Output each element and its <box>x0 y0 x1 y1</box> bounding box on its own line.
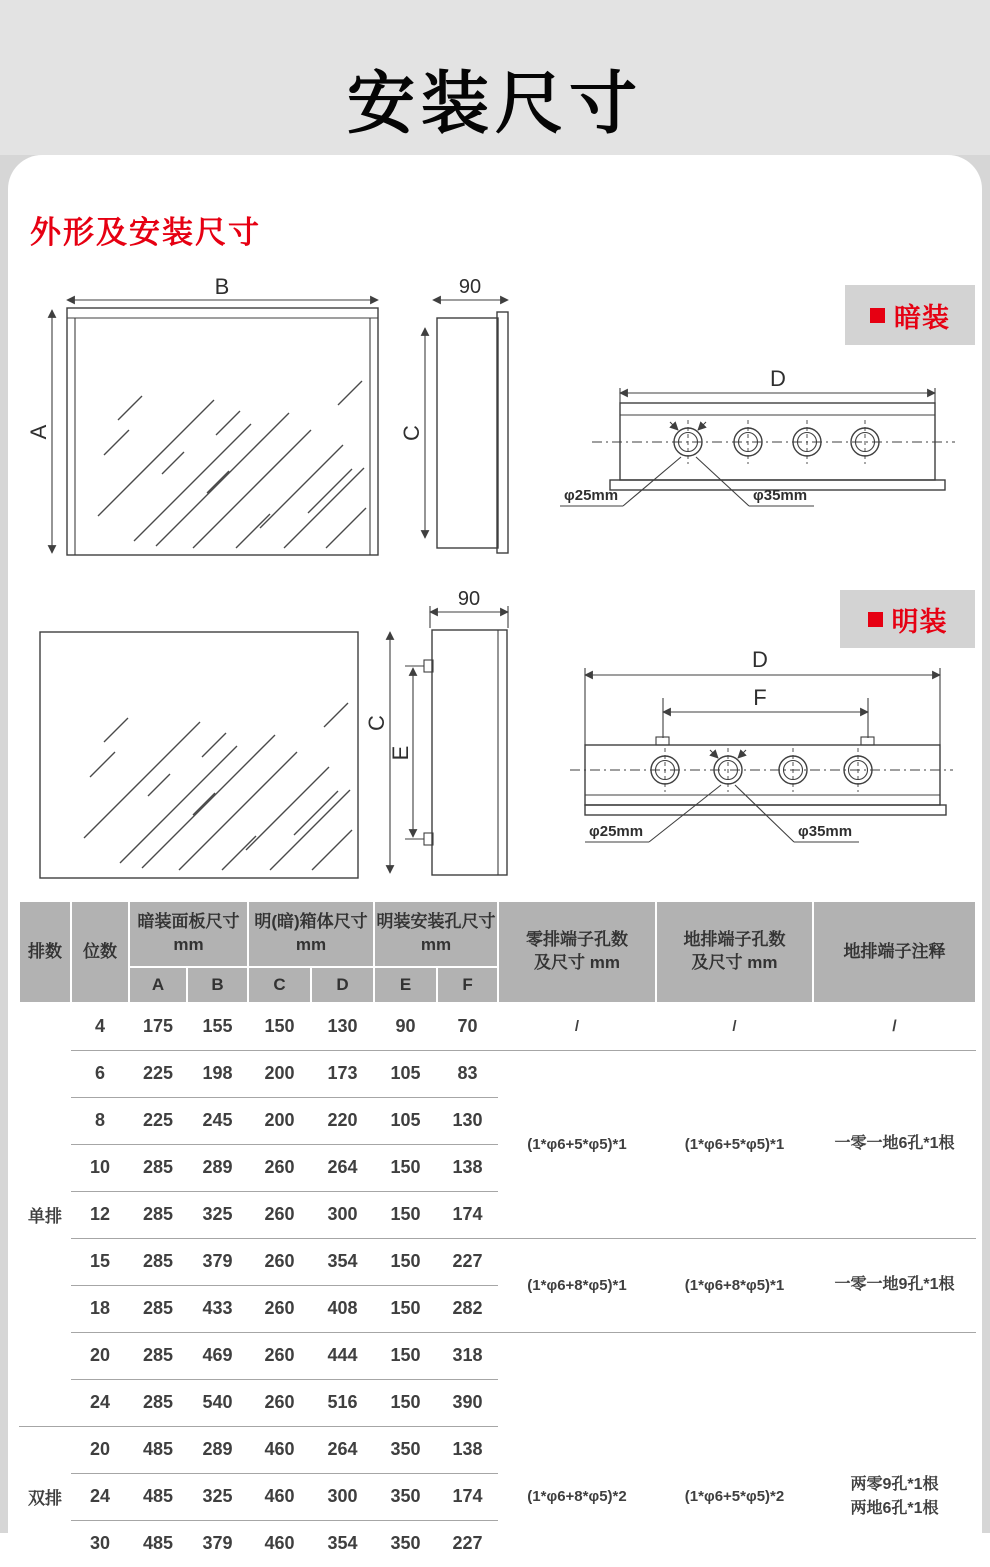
cell-f: 318 <box>437 1332 498 1379</box>
cell-c: 260 <box>248 1191 311 1238</box>
cell-b: 433 <box>187 1285 248 1332</box>
side-view-surface <box>364 588 508 875</box>
dim-a-label: A <box>26 424 51 440</box>
dim-d-label: D <box>770 366 786 391</box>
cell-pos: 12 <box>71 1191 129 1238</box>
cell-f: 174 <box>437 1191 498 1238</box>
cell-c: 260 <box>248 1332 311 1379</box>
side-view-concealed <box>399 276 508 553</box>
cell-f: 227 <box>437 1520 498 1567</box>
col-header-b: B <box>187 967 248 1003</box>
top-view-concealed <box>560 366 955 506</box>
cell-a: 485 <box>129 1426 187 1473</box>
col-header-c: C <box>248 967 311 1003</box>
dim-e-label: E <box>388 745 413 761</box>
dim-b-label: B <box>214 274 230 299</box>
cell-a: 285 <box>129 1285 187 1332</box>
table-row <box>19 1003 976 1050</box>
title-band <box>0 0 990 155</box>
glass-hatch <box>84 703 352 870</box>
hole-35mm-label: φ35mm <box>753 487 808 504</box>
cell-d: 354 <box>311 1520 374 1567</box>
cell-e: 350 <box>374 1520 437 1567</box>
cell-b: 325 <box>187 1473 248 1520</box>
cell-pos: 24 <box>71 1379 129 1426</box>
hole-25mm-label: φ25mm <box>589 823 644 840</box>
cell-ground-terminal: (1*φ6+5*φ5)*1 <box>656 1050 813 1238</box>
cell-d: 264 <box>311 1144 374 1191</box>
depth-90-label: 90 <box>458 276 482 298</box>
cell-b: 540 <box>187 1379 248 1426</box>
cell-pos: 8 <box>71 1097 129 1144</box>
front-view-surface <box>40 632 358 878</box>
hole-25mm-label: φ25mm <box>564 487 619 504</box>
table-row <box>19 1426 976 1473</box>
content-card <box>8 155 982 1554</box>
table-row <box>19 1238 976 1285</box>
cell-a: 485 <box>129 1520 187 1567</box>
dim-c-label: C <box>364 715 389 731</box>
cell-e: 150 <box>374 1238 437 1285</box>
cell-zero-terminal: / <box>498 1003 656 1050</box>
col-header-zero-terminal: 零排端子孔数 及尺寸 mm <box>498 901 656 1003</box>
cell-ground-terminal: / <box>656 1003 813 1050</box>
cell-ground-note <box>813 1332 976 1426</box>
cell-d: 264 <box>311 1426 374 1473</box>
header-row-groups <box>19 901 976 967</box>
cell-a: 285 <box>129 1191 187 1238</box>
cell-d: 130 <box>311 1003 374 1050</box>
cell-ground-terminal: (1*φ6+8*φ5)*1 <box>656 1238 813 1332</box>
cell-b: 469 <box>187 1332 248 1379</box>
cell-zero-terminal: (1*φ6+5*φ5)*1 <box>498 1050 656 1238</box>
cell-ground-note: 一零一地6孔*1根 <box>813 1050 976 1238</box>
col-header-a: A <box>129 967 187 1003</box>
cell-c: 260 <box>248 1238 311 1285</box>
col-header-d: D <box>311 967 374 1003</box>
cell-a: 175 <box>129 1003 187 1050</box>
cell-f: 174 <box>437 1473 498 1520</box>
cell-a: 225 <box>129 1097 187 1144</box>
cell-d: 354 <box>311 1238 374 1285</box>
cell-b: 198 <box>187 1050 248 1097</box>
cell-ground-terminal <box>656 1332 813 1426</box>
cell-a: 285 <box>129 1332 187 1379</box>
cell-f: 227 <box>437 1238 498 1285</box>
cell-ground-note: 一零一地9孔*1根 <box>813 1238 976 1332</box>
cell-pos: 4 <box>71 1003 129 1050</box>
cell-a: 285 <box>129 1238 187 1285</box>
cell-e: 150 <box>374 1191 437 1238</box>
depth-90-label: 90 <box>457 588 481 610</box>
cell-pos: 15 <box>71 1238 129 1285</box>
cell-d: 516 <box>311 1379 374 1426</box>
cell-d: 300 <box>311 1191 374 1238</box>
cell-c: 200 <box>248 1097 311 1144</box>
cell-zero-terminal <box>498 1332 656 1426</box>
cell-zero-terminal: (1*φ6+8*φ5)*2 <box>498 1426 656 1567</box>
cell-b: 289 <box>187 1426 248 1473</box>
cell-e: 90 <box>374 1003 437 1050</box>
cell-c: 200 <box>248 1050 311 1097</box>
cell-e: 150 <box>374 1332 437 1379</box>
cell-c: 260 <box>248 1285 311 1332</box>
cell-f: 83 <box>437 1050 498 1097</box>
cell-zero-terminal: (1*φ6+8*φ5)*1 <box>498 1238 656 1332</box>
cell-a: 285 <box>129 1379 187 1426</box>
cell-pos: 24 <box>71 1473 129 1520</box>
cell-e: 150 <box>374 1144 437 1191</box>
cell-b: 155 <box>187 1003 248 1050</box>
col-header-positions: 位数 <box>71 901 129 1003</box>
cell-d: 444 <box>311 1332 374 1379</box>
cell-pos: 6 <box>71 1050 129 1097</box>
cell-c: 260 <box>248 1379 311 1426</box>
cell-a: 285 <box>129 1144 187 1191</box>
cell-pos: 20 <box>71 1426 129 1473</box>
group-header-mount: 明装安装孔尺寸 mm <box>374 901 498 967</box>
cell-pos: 30 <box>71 1520 129 1567</box>
cell-pos: 18 <box>71 1285 129 1332</box>
group-header-box: 明(暗)箱体尺寸 mm <box>248 901 374 967</box>
cell-f: 70 <box>437 1003 498 1050</box>
col-header-rows: 排数 <box>19 901 71 1003</box>
surface-mount-label: 明装 <box>891 606 948 637</box>
cell-b: 379 <box>187 1238 248 1285</box>
glass-hatch <box>98 381 366 548</box>
page-title: 安装尺寸 <box>346 66 643 142</box>
dim-f-label: F <box>753 685 767 710</box>
col-header-ground-terminal: 地排端子孔数 及尺寸 mm <box>656 901 813 1003</box>
cell-pos: 10 <box>71 1144 129 1191</box>
cell-e: 105 <box>374 1050 437 1097</box>
table-row <box>19 1050 976 1097</box>
col-header-ground-note: 地排端子注释 <box>813 901 976 1003</box>
cell-c: 260 <box>248 1144 311 1191</box>
cell-e: 350 <box>374 1473 437 1520</box>
cell-d: 220 <box>311 1097 374 1144</box>
concealed-mount-label: 暗装 <box>894 302 950 333</box>
cell-c: 460 <box>248 1520 311 1567</box>
cell-a: 225 <box>129 1050 187 1097</box>
cell-e: 105 <box>374 1097 437 1144</box>
technical-drawings <box>8 250 982 895</box>
row-group-single: 单排 <box>19 1003 71 1426</box>
cell-e: 150 <box>374 1285 437 1332</box>
section-heading: 外形及安装尺寸 <box>30 215 261 250</box>
cell-f: 390 <box>437 1379 498 1426</box>
cell-b: 289 <box>187 1144 248 1191</box>
cell-f: 138 <box>437 1426 498 1473</box>
mount-tab-left <box>656 737 669 745</box>
cell-d: 300 <box>311 1473 374 1520</box>
front-view-concealed <box>26 274 378 555</box>
dimension-spec-table <box>18 900 977 1567</box>
cell-e: 350 <box>374 1426 437 1473</box>
hole-35mm-label: φ35mm <box>798 823 853 840</box>
cell-pos: 20 <box>71 1332 129 1379</box>
cell-c: 460 <box>248 1426 311 1473</box>
cell-a: 485 <box>129 1473 187 1520</box>
cell-e: 150 <box>374 1379 437 1426</box>
cell-f: 282 <box>437 1285 498 1332</box>
row-group-double: 双排 <box>19 1426 71 1567</box>
cell-b: 325 <box>187 1191 248 1238</box>
col-header-f: F <box>437 967 498 1003</box>
cell-d: 408 <box>311 1285 374 1332</box>
top-view-surface <box>570 647 953 842</box>
cell-ground-terminal: (1*φ6+5*φ5)*2 <box>656 1426 813 1567</box>
cell-c: 460 <box>248 1473 311 1520</box>
dim-d-label: D <box>752 647 768 672</box>
cell-d: 173 <box>311 1050 374 1097</box>
cell-ground-note: 两零9孔*1根 两地6孔*1根 <box>813 1426 976 1567</box>
cell-c: 150 <box>248 1003 311 1050</box>
col-header-e: E <box>374 967 437 1003</box>
cell-f: 130 <box>437 1097 498 1144</box>
cell-b: 245 <box>187 1097 248 1144</box>
group-header-panel: 暗装面板尺寸 mm <box>129 901 248 967</box>
mount-tab-right <box>861 737 874 745</box>
cell-f: 138 <box>437 1144 498 1191</box>
cell-ground-note: / <box>813 1003 976 1050</box>
cell-b: 379 <box>187 1520 248 1567</box>
table-row <box>19 1332 976 1379</box>
dim-c-label: C <box>399 425 424 441</box>
